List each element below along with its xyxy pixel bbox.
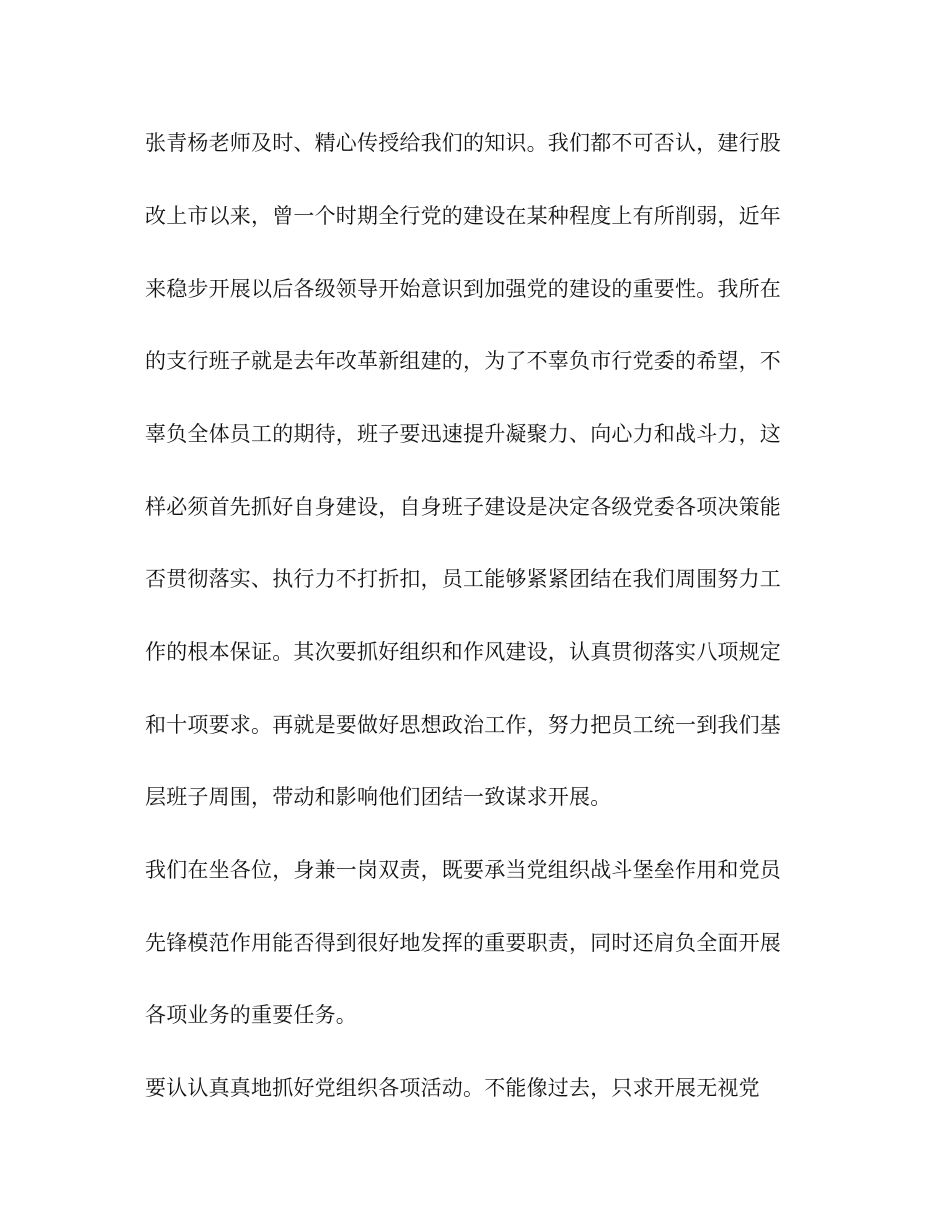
text-line: 层班子周围，带动和影响他们团结一致谋求开展。 — [145, 785, 612, 809]
text-line: 先锋模范作用能否得到很好地发挥的重要职责，同时还肩负全面开展 — [145, 931, 781, 955]
text-line: 我们在坐各位，身兼一岗双责，既要承当党组织战斗堡垒作用和党员 — [145, 858, 781, 882]
text-line: 来稳步开展以后各级领导开始意识到加强党的建设的重要性。我所在 — [145, 277, 781, 301]
text-line: 改上市以来，曾一个时期全行党的建设在某种程度上有所削弱，近年 — [145, 204, 781, 228]
text-line: 要认认真真地抓好党组织各项活动。不能像过去，只求开展无视党 — [145, 1076, 760, 1100]
text-line: 作的根本保证。其次要抓好组织和作风建设，认真贯彻落实八项规定 — [145, 640, 781, 664]
text-line: 张青杨老师及时、精心传授给我们的知识。我们都不可否认，建行股 — [145, 131, 781, 155]
text-line: 否贯彻落实、执行力不打折扣，员工能够紧紧团结在我们周围努力工 — [145, 567, 781, 591]
text-line: 辜负全体员工的期待，班子要迅速提升凝聚力、向心力和战斗力，这 — [145, 422, 781, 446]
text-line: 和十项要求。再就是要做好思想政治工作，努力把员工统一到我们基 — [145, 713, 781, 737]
text-line: 各项业务的重要任务。 — [145, 1003, 357, 1027]
text-line: 的支行班子就是去年改革新组建的，为了不辜负市行党委的希望，不 — [145, 349, 781, 373]
text-line: 样必须首先抓好自身建设，自身班子建设是决定各级党委各项决策能 — [145, 495, 781, 519]
